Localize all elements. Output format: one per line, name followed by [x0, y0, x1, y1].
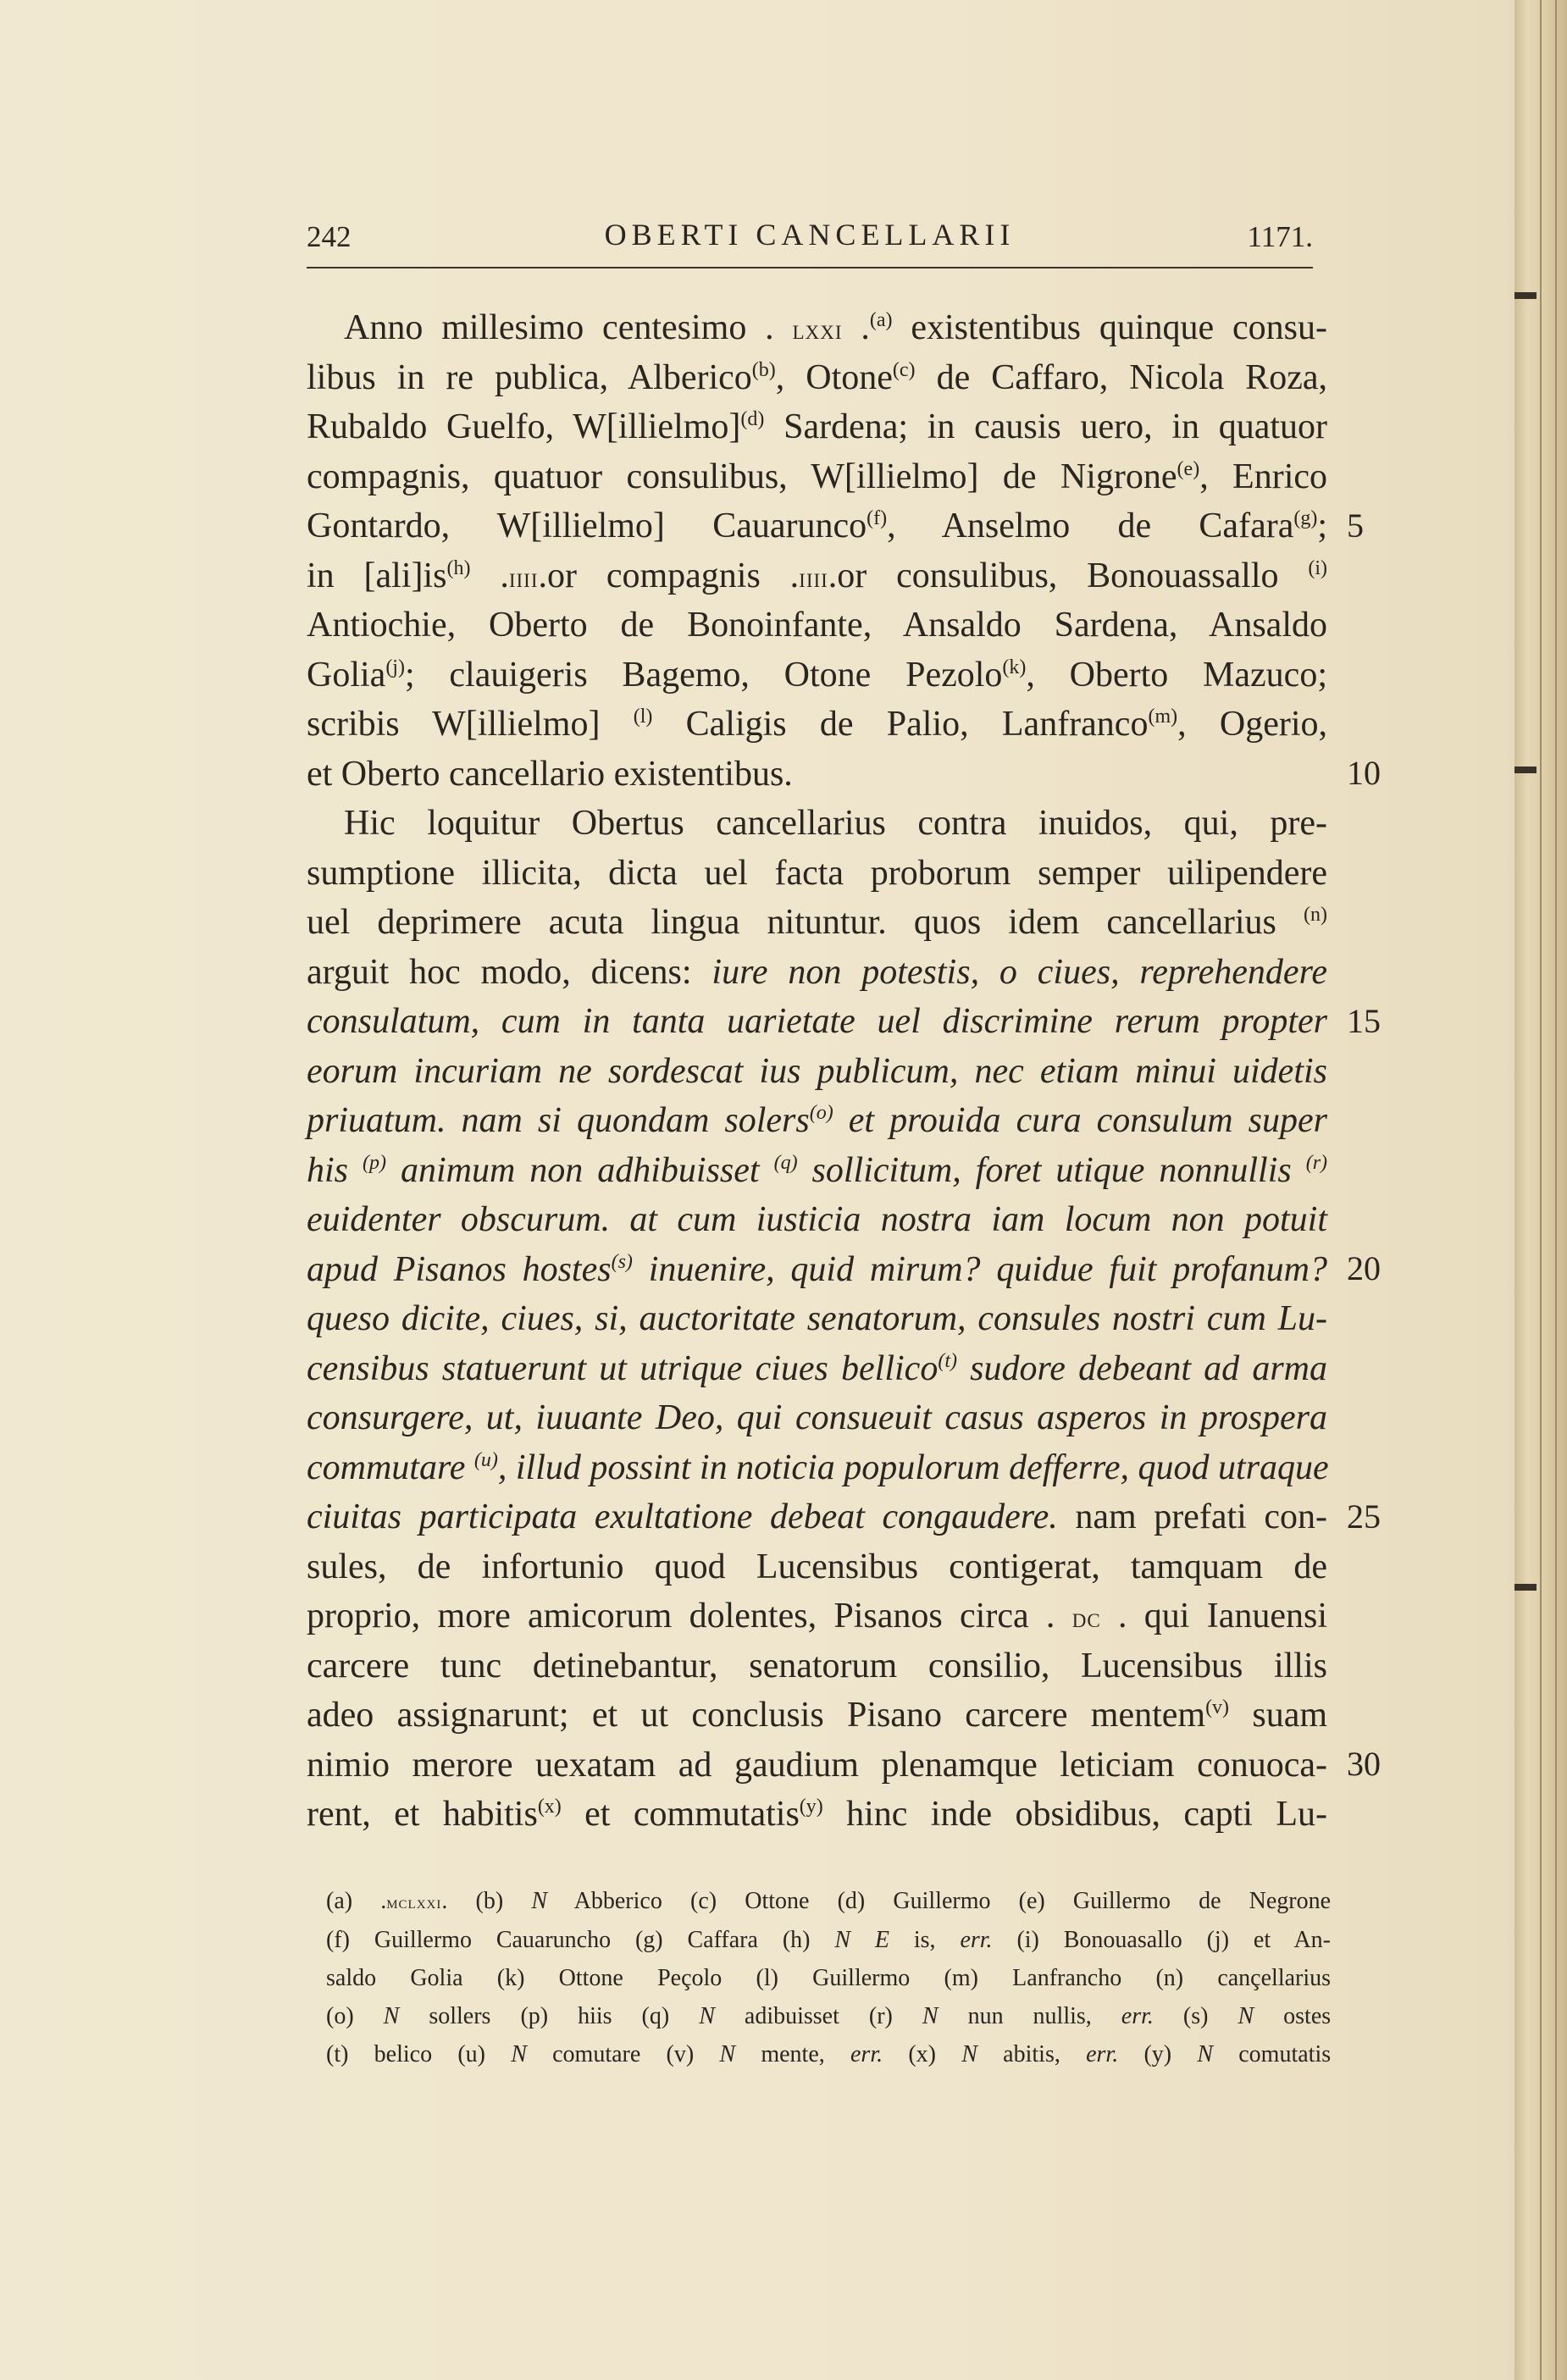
footnote-line: (f) Guillermo Cauaruncho (g) Caffara (h) N E is, err. (i) Bonouasallo (j) et An-	[326, 1927, 1331, 1953]
note-marker: (m)	[1148, 706, 1178, 728]
text-line: sumptione illicita, dicta uel facta proborum semper uilipendere	[307, 853, 1327, 893]
text-line: censibus statuerunt ut utrique ciues bellico$^{(t)}$ sudore debeant ad arma	[307, 1348, 1327, 1388]
text-line: nimio merore uexatam ad gaudium plenamque leticiam conuoca-	[307, 1745, 1327, 1785]
line-number: 20	[1347, 1249, 1381, 1287]
page-edge-line	[1540, 0, 1542, 2380]
text-line: Gontardo, W[illielmo] Cauarunco$^{(f)}$, Anselmo de Cafara$^{(g)}$;	[307, 506, 1327, 545]
text-line: compagnis, quatuor consulibus, W[illielmo] de Nigrone$^{(e)}$, Enrico	[307, 457, 1328, 496]
text-line: Golia$^{(j)}$; clauigeris Bagemo, Otone Pezolo$^{(k)}$, Oberto Mazuco;	[307, 655, 1327, 695]
line-number: 25	[1347, 1497, 1381, 1536]
text-line: in $[ali]is^{(h)}$ .iiii.or compagnis .iiii.or consulibus, Bonouassallo $^{(i)}$	[307, 556, 1328, 595]
footnote-line: (o) N sollers (p) hiis (q) N adibuisset (r) N nun nullis, err. (s) N ostes	[326, 2003, 1332, 2029]
line-number: 5	[1347, 506, 1364, 545]
text-line: apud Pisanos hostes$^{(s)}$ inuenire, quid mirum? quidue fuit profanum?	[307, 1249, 1328, 1289]
text-line: uel deprimere acuta lingua nituntur. quos idem cancellarius $^{(n)}$	[307, 903, 1327, 942]
note-marker: (o)	[809, 1102, 833, 1124]
note-marker: (u)	[473, 1448, 498, 1471]
page-tab-mark	[1514, 767, 1537, 773]
note-marker: (c)	[892, 358, 916, 381]
page-tab-mark	[1514, 1584, 1537, 1591]
running-title: OBERTI CANCELLARII	[604, 218, 1016, 252]
text-line: ciuitas participata exultatione debeat congaudere. nam prefati con-	[307, 1497, 1327, 1536]
text-line: Hic loquitur Obertus cancellarius contra inuidos, qui, pre-	[344, 804, 1327, 843]
text-line: queso dicite, ciues, si, auctoritate senatorum, consules nostri cum Lu-	[307, 1299, 1327, 1338]
text-line: consulatum, cum in tanta uarietate uel discrimine rerum propter	[307, 1002, 1327, 1041]
line-number: 15	[1347, 1002, 1381, 1040]
text-line: scribis W[illielmo] $^{(l)}$ Caligis de Palio, Lanfranco$^{(m)}$, Ogerio,	[307, 705, 1327, 744]
footnote-line: (t) belico (u) N comutare (v) N mente, err. (x) N abitis, err. (y) N comutatis	[326, 2041, 1332, 2067]
note-marker: (x)	[537, 1796, 562, 1818]
note-marker: (h)	[446, 556, 471, 579]
note-marker: (s)	[611, 1250, 633, 1273]
note-marker: (a)	[869, 309, 893, 331]
page-number: 242	[307, 220, 352, 253]
note-marker: (f)	[867, 507, 888, 529]
note-marker: (k)	[1002, 656, 1027, 678]
footnote-line: saldo Golia (k) Ottone Peçolo (l) Guillermo (m) Lanfrancho (n) cançellarius	[326, 1965, 1332, 1991]
text-line: et Oberto cancellario existentibus.	[307, 754, 793, 794]
note-marker: (v)	[1205, 1696, 1230, 1719]
footnote-line: (a) .mclxxi. (b) N Abberico (c) Ottone (d) Guillermo (e) Guillermo de Negrone	[326, 1888, 1332, 1914]
page-edge-line	[1555, 0, 1557, 2380]
text-line: arguit hoc modo, dicens: iure non potestis, o ciues, reprehendere	[307, 952, 1327, 992]
footnotes	[326, 1882, 1331, 2073]
text-line: euidenter obscurum. at cum iusticia nostra iam locum non potuit	[307, 1200, 1327, 1239]
text-line: proprio, more amicorum dolentes, Pisanos circa . dc . qui Ianuensi	[307, 1597, 1327, 1636]
note-marker: (r)	[1305, 1151, 1328, 1174]
text-line: Anno millesimo centesimo . lxxi .$^{(a)}$ existentibus quinque consu-	[344, 308, 1327, 347]
text-line: rent, et habitis$^{(x)}$ et commutatis$^{(y)}$ hinc inde obsidibus, capti Lu-	[307, 1795, 1327, 1834]
note-marker: (q)	[773, 1151, 798, 1174]
text-line: priuatum. nam si quondam solers$^{(o)}$ et prouida cura consulum super	[307, 1101, 1327, 1140]
text-line: consurgere, ut, iuuante Deo, qui consueuit casus asperos in prospera	[307, 1398, 1327, 1437]
note-marker: (p)	[363, 1151, 386, 1174]
note-marker: (i)	[1308, 556, 1328, 579]
note-marker: (n)	[1304, 904, 1327, 926]
note-marker: (l)	[633, 706, 653, 728]
text-line: carcere tunc detinebantur, senatorum consilio, Lucensibus illis	[307, 1646, 1327, 1685]
text-line: his $^{(p)}$ animum non adhibuisset $^{(q)}$ sollicitum, foret utique nonnullis $^{(r)}$	[307, 1150, 1328, 1190]
text-line: Antiochie, Oberto de Bonoinfante, Ansaldo Sardena, Ansaldo	[307, 606, 1327, 645]
note-marker: (b)	[751, 358, 776, 381]
note-marker: (j)	[385, 656, 405, 678]
text-line: adeo assignarunt; et ut conclusis Pisano carcere mentem$^{(v)}$ suam	[307, 1696, 1327, 1735]
note-marker: (e)	[1177, 457, 1200, 480]
line-number: 10	[1347, 754, 1381, 792]
text-line: eorum incuriam ne sordescat ius publicum, nec etiam minui uidetis	[307, 1051, 1327, 1091]
text-line: Rubaldo Guelfo, W[illielmo]$^{(d)}$ Sardena; in causis uero, in quatuor	[307, 407, 1328, 446]
page-tab-mark	[1514, 292, 1537, 299]
note-marker: (y)	[799, 1796, 823, 1818]
line-number: 30	[1347, 1745, 1381, 1783]
text-line: sules, de infortunio quod Lucensibus contigerat, tamquam de	[307, 1547, 1327, 1586]
note-marker: (t)	[938, 1349, 957, 1372]
header-rule	[307, 267, 1313, 268]
year-heading: 1171.	[1247, 220, 1313, 253]
note-marker: (g)	[1293, 507, 1318, 529]
text-line: libus in re publica, Alberico$^{(b)}$, Otone$^{(c)}$ de Caffaro, Nicola Roza,	[307, 357, 1327, 397]
main-text	[307, 303, 1327, 1840]
text-line: commutare $^{(u)}$, illud possint in noticia populorum defferre, quod utraque	[307, 1447, 1329, 1487]
note-marker: (d)	[740, 408, 765, 430]
running-header	[307, 213, 1313, 261]
